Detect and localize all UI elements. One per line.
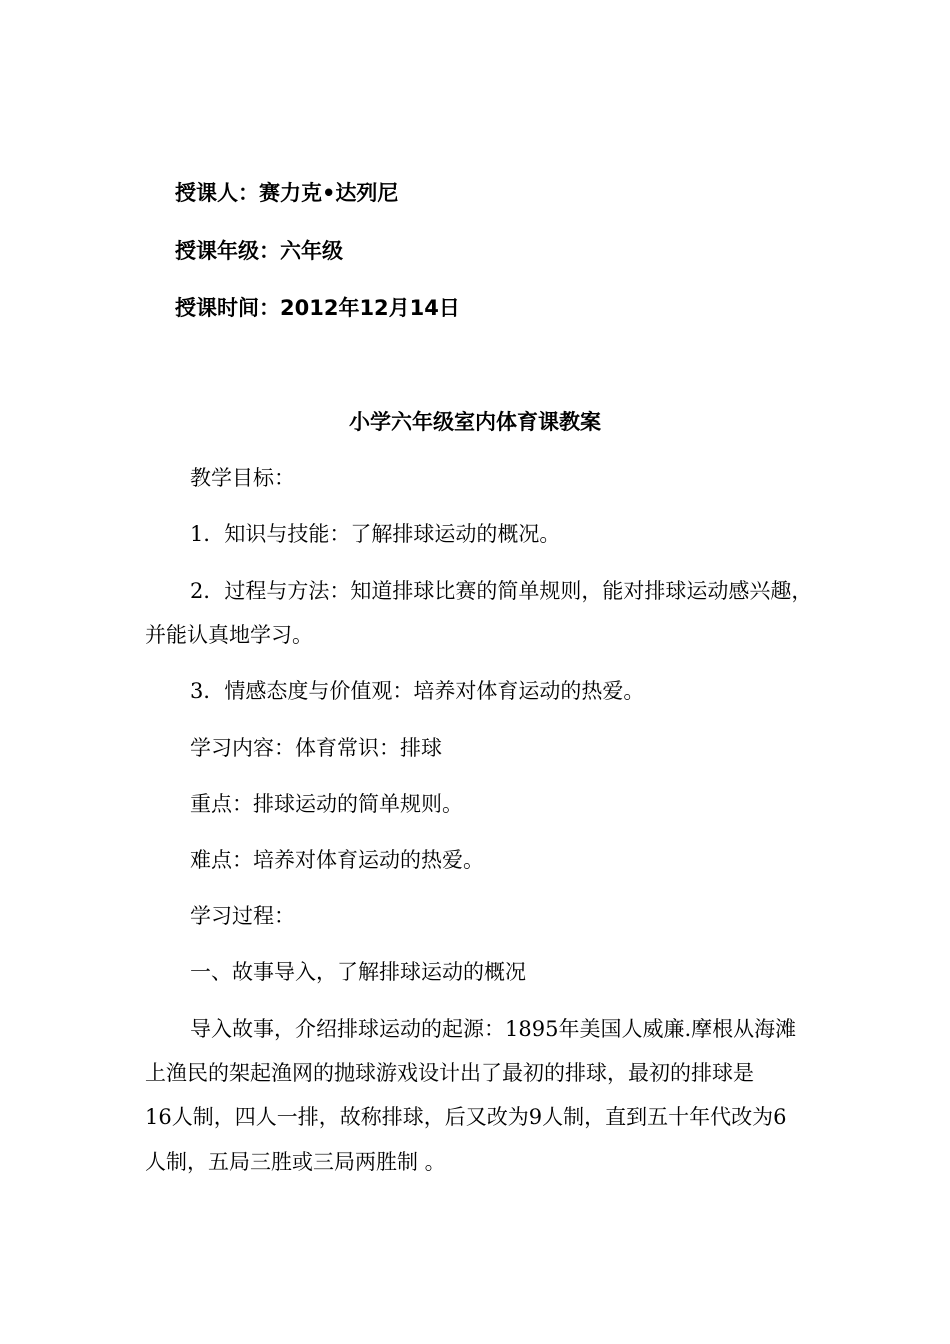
story-line-4: 人制，五局三胜或三局两胜制 。 [145, 1150, 446, 1174]
goal-3: 3．情感态度与价值观：培养对体育运动的热爱。 [190, 679, 645, 703]
learning-content: 学习内容：体育常识：排球 [190, 736, 442, 760]
document-title: 小学六年级室内体育课教案 [349, 410, 601, 434]
process-heading: 学习过程： [190, 904, 295, 928]
goal-1: 1．知识与技能：了解排球运动的概况。 [190, 522, 561, 546]
story-line-3: 16人制，四人一排，故称排球，后又改为9人制，直到五十年代改为6 [145, 1105, 787, 1129]
goal-2-line-2: 并能认真地学习。 [145, 623, 313, 647]
goal-2-line-1: 2．过程与方法：知道排球比赛的简单规则，能对排球运动感兴趣， [190, 579, 813, 603]
difficulty: 难点：培养对体育运动的热爱。 [190, 848, 484, 872]
story-line-2: 上渔民的架起渔网的抛球游戏设计出了最初的排球，最初的排球是 [145, 1061, 754, 1085]
date-line: 授课时间：2012年12月14日 [175, 296, 460, 320]
goals-heading: 教学目标： [190, 466, 295, 490]
teacher-line: 授课人：赛力克•达列尼 [175, 181, 399, 205]
grade-line: 授课年级：六年级 [175, 239, 343, 263]
key-point: 重点：排球运动的简单规则。 [190, 792, 463, 816]
section-1-heading: 一、故事导入，了解排球运动的概况 [190, 960, 526, 984]
story-line-1: 导入故事，介绍排球运动的起源：1895年美国人威廉.摩根从海滩 [190, 1017, 797, 1041]
